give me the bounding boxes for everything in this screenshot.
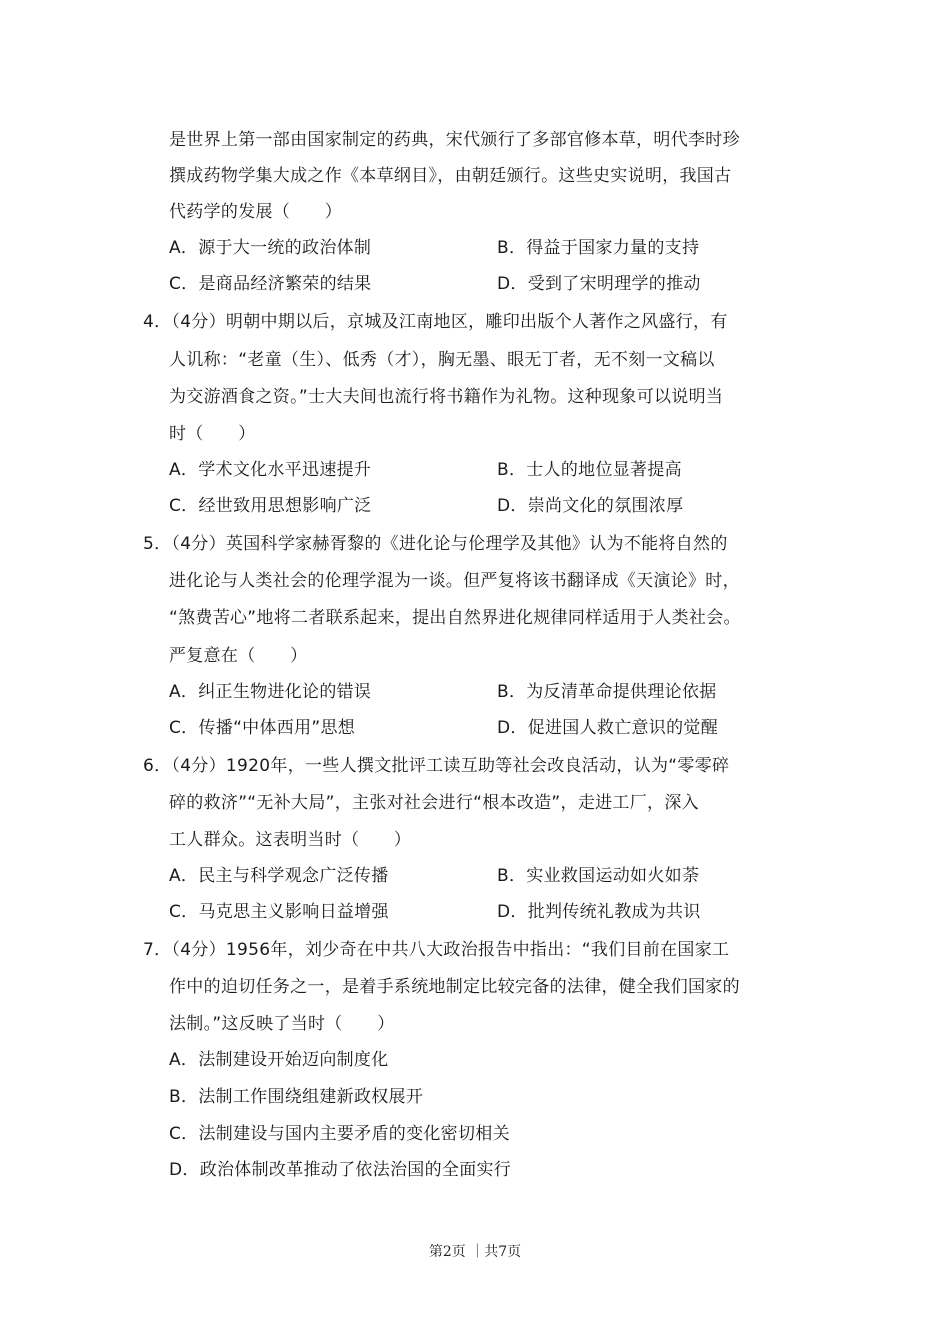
question-5-line-4: 严复意在（ ） bbox=[169, 646, 308, 666]
question-7-option-c: C．法制建设与国内主要矛盾的变化密切相关 bbox=[169, 1124, 510, 1144]
question-3-option-a: A．源于大一统的政治体制 bbox=[169, 238, 372, 258]
question-7-line-1: 7．（4分）1956年，刘少奇在中共八大政治报告中指出：“我们目前在国家工 bbox=[143, 940, 730, 960]
question-3-line-2: 撰成药物学集大成之作《本草纲目》，由朝廷颁行。这些史实说明，我国古 bbox=[169, 166, 732, 186]
question-5-line-1: 5．（4分）英国科学家赫胥黎的《进化论与伦理学及其他》认为不能将自然的 bbox=[143, 534, 728, 554]
question-6-line-2: 碎的救济”“无补大局”，主张对社会进行“根本改造”，走进工厂，深入 bbox=[169, 793, 699, 813]
question-5-line-3: “煞费苦心”地将二者联系起来，提出自然界进化规律同样适用于人类社会。 bbox=[169, 608, 741, 628]
question-6-option-d: D．批判传统礼教成为共识 bbox=[497, 902, 701, 922]
question-5-line-2: 进化论与人类社会的伦理学混为一谈。但严复将该书翻译成《天演论》时， bbox=[169, 571, 740, 591]
question-7-option-d: D．政治体制改革推动了依法治国的全面实行 bbox=[169, 1160, 512, 1180]
question-6-line-1: 6．（4分）1920年，一些人撰文批评工读互助等社会改良活动，认为“零零碎 bbox=[143, 756, 730, 776]
question-3-option-c: C．是商品经济繁荣的结果 bbox=[169, 274, 372, 294]
question-4-option-c: C．经世致用思想影响广泛 bbox=[169, 496, 372, 516]
question-3-line-3: 代药学的发展（ ） bbox=[169, 202, 342, 222]
question-7-line-3: 法制。”这反映了当时（ ） bbox=[169, 1014, 395, 1034]
question-6-line-3: 工人群众。这表明当时（ ） bbox=[169, 830, 412, 850]
question-4-line-3: 为交游酒食之资。”士大夫间也流行将书籍作为礼物。这种现象可以说明当 bbox=[169, 387, 724, 407]
question-7-line-2: 作中的迫切任务之一，是着手系统地制定比较完备的法律，健全我们国家的 bbox=[169, 977, 740, 997]
question-7-option-b: B．法制工作围绕组建新政权展开 bbox=[169, 1087, 424, 1107]
question-4-line-1: 4．（4分）明朝中期以后，京城及江南地区，雕印出版个人著作之风盛行，有 bbox=[143, 312, 728, 332]
question-5-option-d: D．促进国人救亡意识的觉醒 bbox=[497, 718, 718, 738]
question-4-line-4: 时（ ） bbox=[169, 424, 256, 444]
page-number-footer: 第2页 ｜共7页 bbox=[428, 1244, 522, 1260]
question-5-option-a: A．纠正生物进化论的错误 bbox=[169, 682, 372, 702]
question-4-option-d: D．崇尚文化的氛围浓厚 bbox=[497, 496, 684, 516]
question-3-option-b: B．得益于国家力量的支持 bbox=[497, 238, 700, 258]
question-6-option-a: A．民主与科学观念广泛传播 bbox=[169, 866, 389, 886]
question-5-option-c: C．传播“中体西用”思想 bbox=[169, 718, 356, 738]
question-4-option-b: B．士人的地位显著提高 bbox=[497, 460, 682, 480]
question-4-line-2: 人讥称：“老童（生）、低秀（才），胸无墨、眼无丁者，无不刻一文稿以 bbox=[169, 350, 715, 370]
question-3-option-d: D．受到了宋明理学的推动 bbox=[497, 274, 701, 294]
question-7-option-a: A．法制建设开始迈向制度化 bbox=[169, 1050, 389, 1070]
question-6-option-b: B．实业救国运动如火如荼 bbox=[497, 866, 700, 886]
question-4-option-a: A．学术文化水平迅速提升 bbox=[169, 460, 372, 480]
question-3-line-1: 是世界上第一部由国家制定的药典，宋代颁行了多部官修本草，明代李时珍 bbox=[169, 130, 740, 150]
question-6-option-c: C．马克思主义影响日益增强 bbox=[169, 902, 389, 922]
question-5-option-b: B．为反清革命提供理论依据 bbox=[497, 682, 717, 702]
